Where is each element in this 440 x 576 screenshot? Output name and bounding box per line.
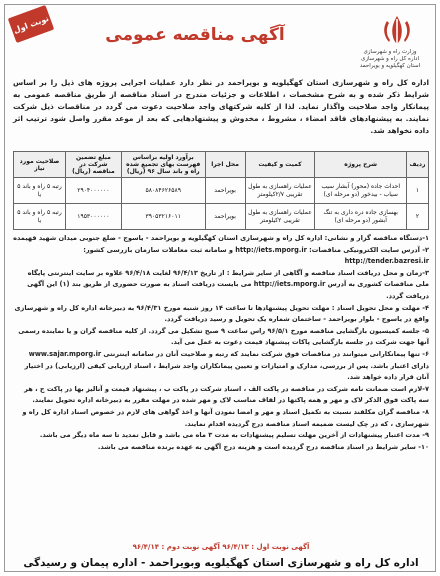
col-row-number: ردیف [407, 152, 429, 178]
clause-10: ۱۰- سایر شرایط در اسناد مناقصه درج گردیده است و هزینه درج آگهی به عهده برنده مناقصه می باشد. [97, 442, 429, 451]
tender-clauses [13, 233, 429, 453]
table-header-row [14, 152, 429, 178]
cell-row-number: ۱ [407, 178, 429, 204]
cell-location: بویراحمد [205, 178, 245, 204]
table-row [14, 204, 429, 230]
clause-6: ۶- تنها پیمانکارانی میتوانند در مناقصات فوق شرکت نمایند که رتبه و صلاحیت آنان در سامانه اینترنتی www.sajar.mporg.ir دارای اعتبار باشد. پس از بررسی، مدارک و امتیازات و تعیین پیمانکاران واجد شرایط ، اسناد ارزیابی کیفی (ارزیابی) در اختیار آنان قرار داده خواهد شد. [24, 349, 429, 382]
publication-dates: آگهی نوبت اول : ۹۶/۴/۱۳ آگهی نوبت دوم : ۹۶/۴/۱۴ [132, 543, 310, 551]
cell-project-description: احداث جاده (محور) آبشار سیب سیاب - بیدخور (دو مرحله ای) [315, 178, 407, 204]
cell-qualification: رتبه ۵ راه و باند ۵ یا [14, 204, 66, 230]
iran-emblem-icon [377, 13, 417, 47]
col-project-description: شرح پروژه [315, 152, 407, 178]
clause-5: ۵- جلسه کمیسیون بازگشایی مناقصه مورخ ۹۶/۵/۱ راس ساعت ۹ صبح تشکیل می گردد. از کلیه مناقصه گران و یا نماینده رسمی آنها جهت شرکت در جلسه بازگشایی پاکات پیشنهاد قیمت دعوت به عمل می آید. [18, 326, 429, 347]
clause-9: ۹- مدت اعتبار پیشنهادات از آخرین مهلت تسلیم پیشنهادات به مدت ۳ ماه می باشد و قابل تمدید تا سه ماه دیگر می باشد. [39, 431, 429, 440]
col-qualification: صلاحیت مورد نیاز [14, 152, 66, 178]
intro-paragraph: اداره کل راه و شهرسازی استان کهگیلویه و بویراحمد در نظر دارد عملیات اجرایی پروژه های ذیل را بر اساس شرایط ذکر شده و به شرح مشخصات ، اطلاعات و جزئیات مندرج در اسناد مناقصه از طریق مناقصه عمومی به پیمانکار واجد صلاحیت واگذار نماید. لذا از کلیه شرکتهای واجد صلاحیت دعوت می گردد در مناقصات ذیل شرکت نمایند. به پیشنهادهای فاقد امضاء ، مشروط ، مخدوش و پیشنهادهایی که بعد از موعد مقرر واصل شود ترتیب اثر داده نخواهد شد. [13, 78, 429, 135]
cell-guarantee: ۲۹۰۴۰۰۰۰۰۰ [65, 178, 121, 204]
clause-3: ۳-زمان و محل دریافت اسناد مناقصه و آگاهی از سایر شرایط : از تاریخ ۹۶/۴/۱۳ لغایت ۹۶/۴/۱۸ علاوه بر سایت اینترنتی پایگاه ملی مناقصات کشوری به آدرس http://iets.mporg.ir می بایست دریافت اسناد به صورت حضوری از طریق بند (۱) این آگهی دریافت گردد. [27, 268, 429, 300]
notice-header [5, 5, 435, 75]
clause-1: ۱-دستگاه مناقصه گزار و نشانی: اداره کل راه و شهرسازی استان کهگیلویه و بویراحمد - یاسوج - ضلع جنوبی میدان شهید قهیمده [13, 234, 429, 242]
cell-project-description: بهسازی جاده دره داری به تنگ آبشور (دو مرحله ای) [315, 204, 407, 230]
clause-2: ۲- آدرس سایت الکترونیکی مناقصات: http://iets.mporg.ir و سامانه ثبت معاملات سازمان بازرسی کشور: http://tender.bazresi.ir [83, 245, 429, 266]
ministry-name: وزارت راه و شهرسازی اداره کل راه و شهرسازی استان کهگیلویه و بویراحمد [359, 49, 421, 69]
cell-guarantee: ۱۹۵۳۰۰۰۰۰۰ [65, 204, 121, 230]
tender-notice [4, 4, 436, 572]
clause-4: ۴- مهلت و محل تحویل اسناد : مهلت تحویل پیشنهادها تا ساعت ۱۴ روز شنبه مورخ ۹۶/۴/۳۱ به دبیرخانه اداره کل راه و شهرسازی واقع در یاسوج - بلوار بویراحمد - ساختمان شماره یک تحویل و رسید دریافت گردد. [14, 303, 429, 324]
projects-table [13, 151, 429, 230]
cell-quantity-quality: عملیات راهسازی به طول تقریبی ۲کیلومتر [245, 204, 315, 230]
col-guarantee: مبلغ تضمین شرکت در مناقصه (ریال) [65, 152, 121, 178]
cell-location: بویراحمد [205, 204, 245, 230]
col-location: محل اجرا [205, 152, 245, 178]
issuer-footer: اداره کل راه و شهرسازی استان کهگیلویه وبویراحمد - اداره پیمان و رسیدگی [23, 557, 419, 569]
page-title: آگهی مناقصه عمومی [105, 25, 285, 45]
table-row [14, 178, 429, 204]
cell-row-number: ۲ [407, 204, 429, 230]
clause-8: ۸- مناقصه گران مکلفند نسبت به تکمیل اسناد و مهر و امضا نمودن آنها و اخذ گواهی های لازم در خصوص اسناد اداره کل راه و شهرسازی ، که در چک لیست ضمیمه اسناد مناقصه درج گردیده اقدام نمایند. [22, 407, 429, 428]
cell-qualification: رتبه ۵ راه و باند ۵ یا [14, 178, 66, 204]
cell-quantity-quality: عملیات راهسازی به طول تقریبی ۲/۷کیلومتر [245, 178, 315, 204]
col-estimate: برآورد اولیه براساس فهرست بهای تجمیع شده راه و باند سال ۹۶ (ریال) [121, 152, 205, 178]
cell-estimate: ۵۸۰۸۴۶۲۶۵۸۹ [121, 178, 205, 204]
first-notice-badge: نوبت اول [8, 5, 54, 43]
cell-estimate: ۳۹۰۵۳۲۱۶۰۱۱ [121, 204, 205, 230]
col-quantity-quality: کمیت و کیفیت [245, 152, 315, 178]
clause-7: ۷-لازم است ضمانت نامه شرکت در مناقصه در پاکت الف ، اسناد شرکت در پاکت ب ، پیشنهاد قیمت و آنالیز بها در پاکت ج ، هر سه پاکت فوق الذکر لاک و مهر و همه پاکتها در لفاف مناسب لاک و مهر شده در مهلت مقرر به دبیرخانه اداره تحویل نمایند. [24, 384, 429, 405]
